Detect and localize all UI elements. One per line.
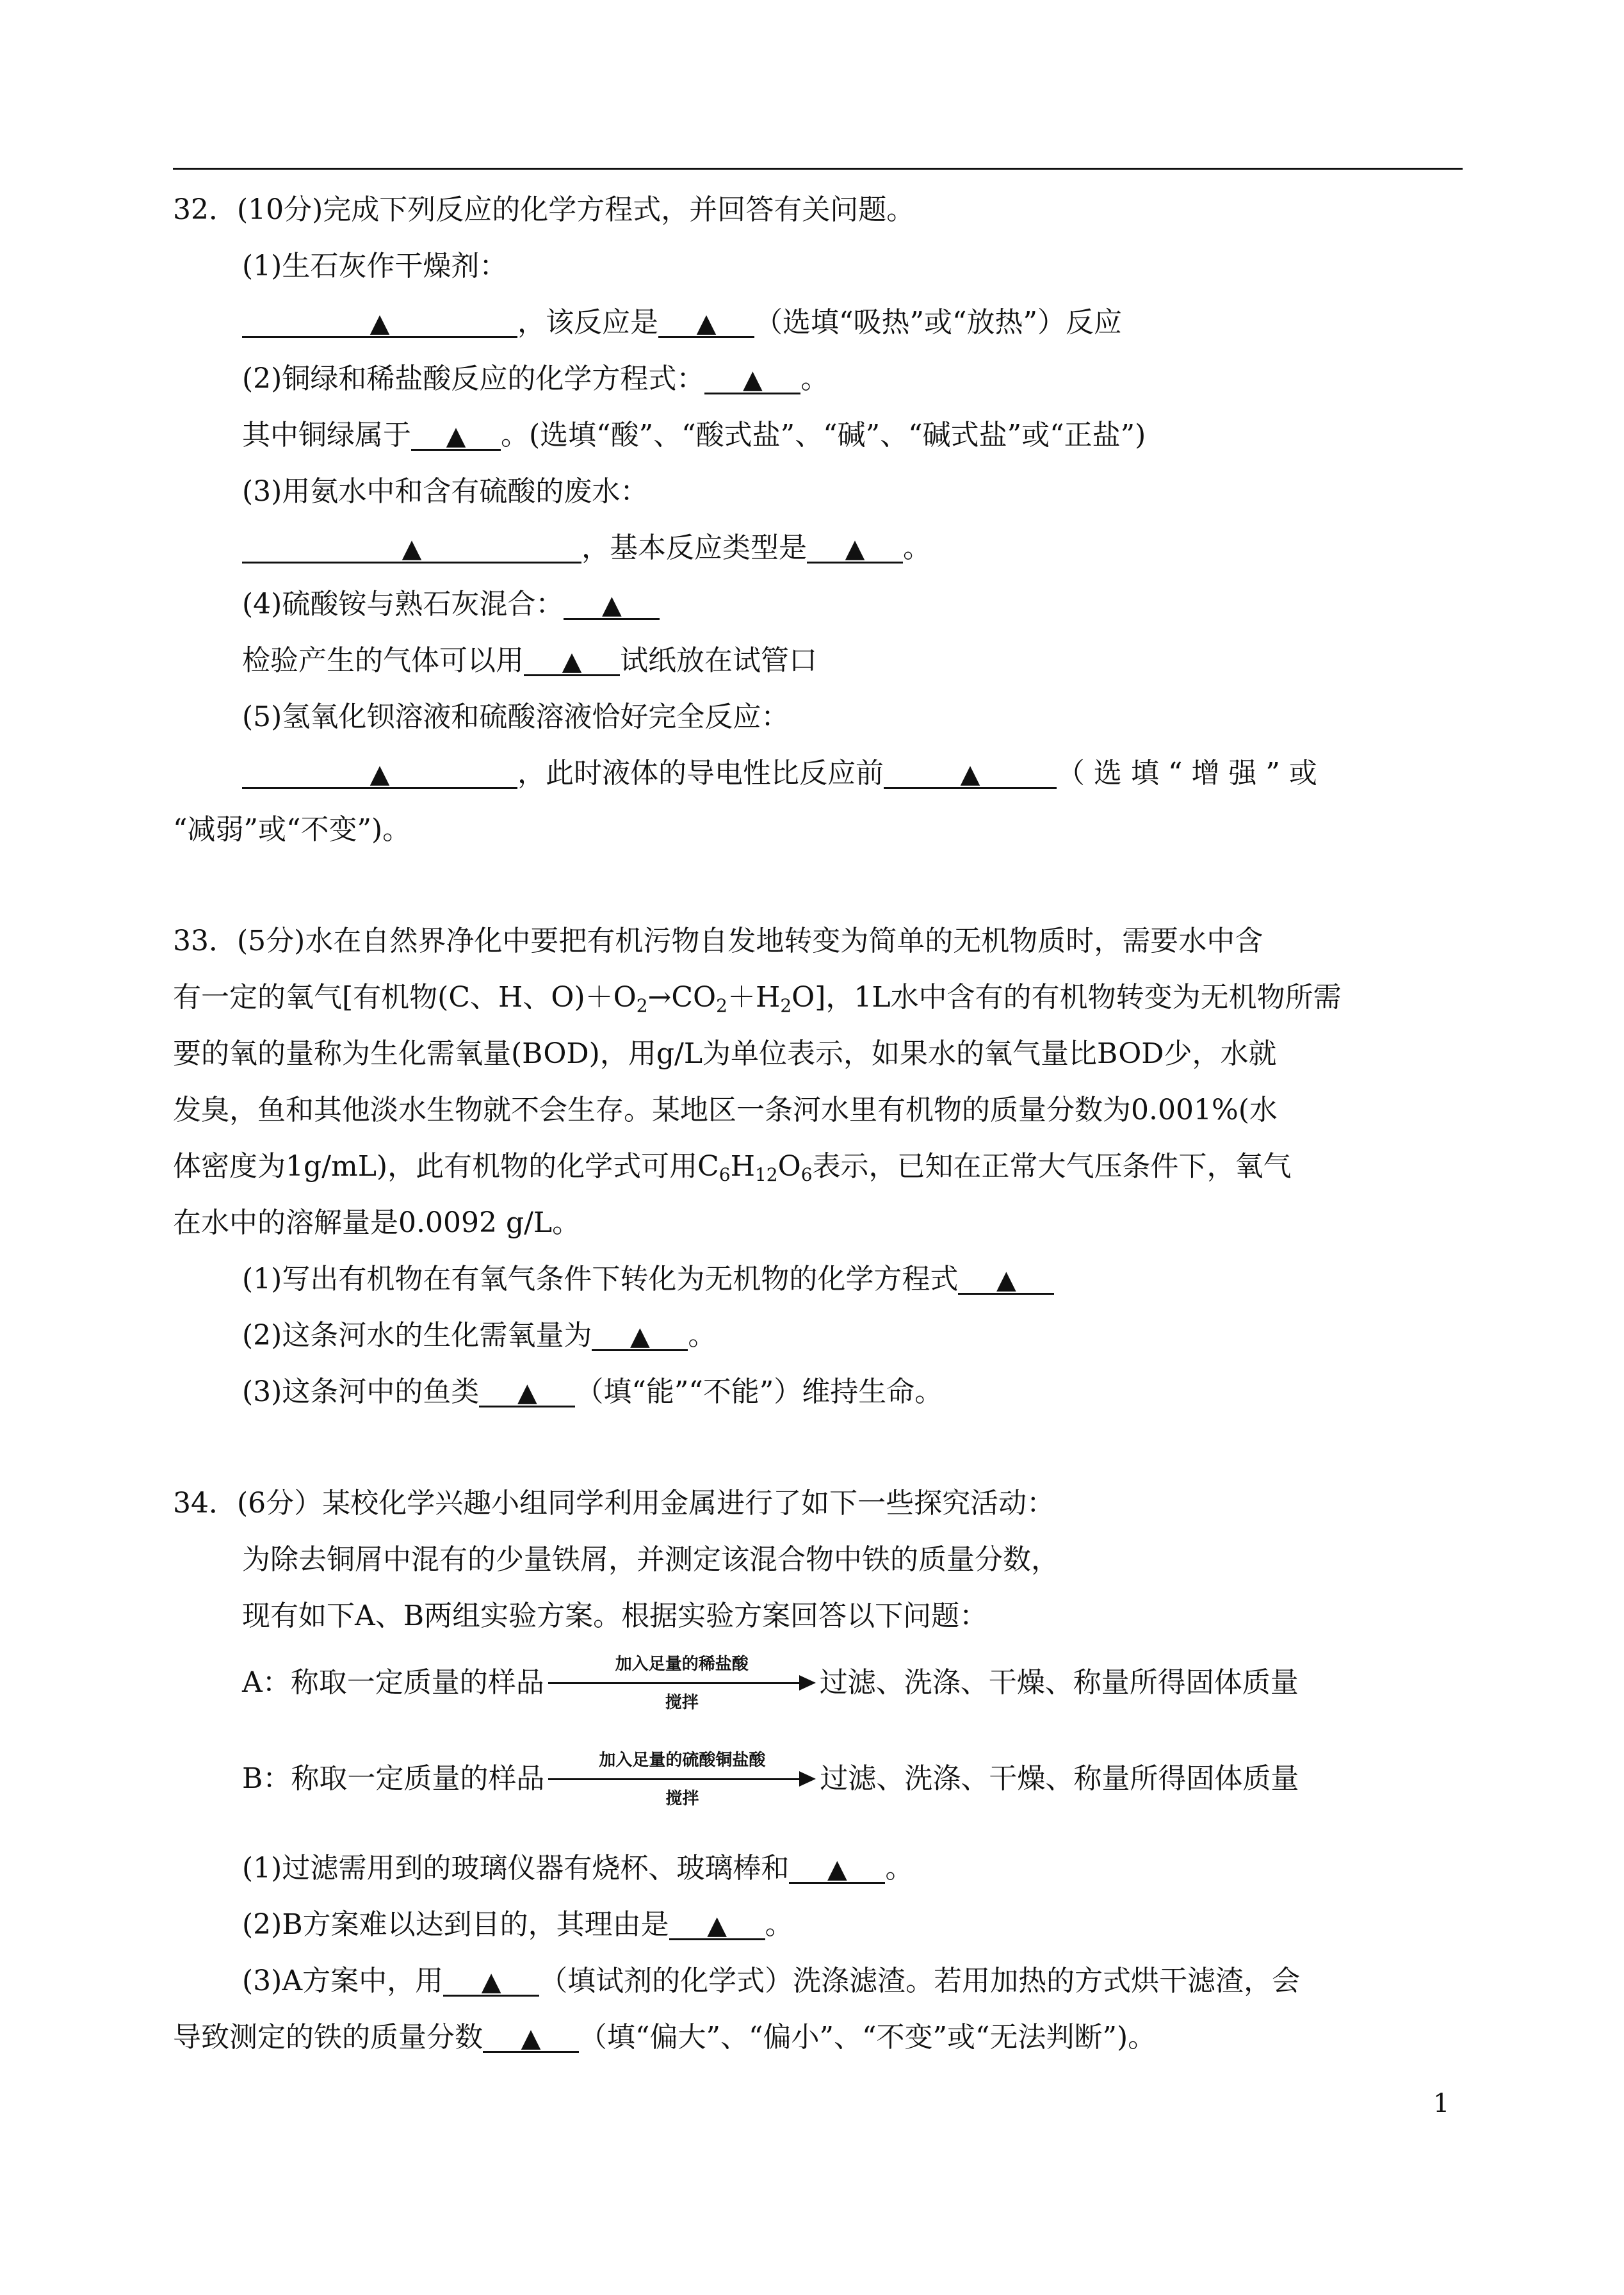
blank-triangle-icon: ▲ (696, 309, 717, 338)
answer-blank[interactable] (564, 587, 660, 620)
q33-p3-text: (3)这条河中的鱼类 (242, 1375, 480, 1408)
q32-head-text: 32．(10分)完成下列反应的化学方程式，并回答有关问题。 (173, 193, 915, 226)
q32-p5-text: (5)氢氧化钡溶液和硫酸溶液恰好完全反应： (242, 701, 790, 733)
q33-line2-d: O]，1L水中含有的有机物转变为无机物所需 (792, 981, 1342, 1014)
q32-p4b-end: 试纸放在试管口 (620, 644, 817, 677)
blank-triangle-icon: ▲ (402, 534, 422, 564)
scheme-a-arrow (544, 1655, 820, 1712)
blank-triangle-icon: ▲ (369, 309, 390, 338)
q32-part1-answer-line (242, 304, 1122, 342)
scheme-b-end: 过滤、洗涤、干燥、称量所得固体质量 (820, 1762, 1299, 1795)
q33-line5-d: 表示，已知在正常大气压条件下，氧气 (812, 1150, 1292, 1183)
q34-intro2-text: 现有如下A、B两组实验方案。根据实验方案回答以下问题： (242, 1600, 988, 1632)
answer-blank[interactable] (789, 1851, 885, 1884)
q34-p3b-end: （填“偏大”、“偏小”、“不变”或“无法判断”)。 (579, 2021, 1157, 2054)
q33-line2-a: 有一定的氧气[有机物(C、H、O)＋O (173, 981, 637, 1014)
q32-part4b (242, 642, 817, 680)
q32-p1-text: (1)生石灰作干燥剂： (242, 250, 508, 282)
q32-part1 (242, 247, 507, 286)
q34-part3 (242, 1962, 1300, 2000)
q32-p2-text: (2)铜绿和稀盐酸反应的化学方程式： (242, 362, 705, 395)
q34-heading (173, 1484, 1055, 1523)
answer-blank[interactable] (411, 418, 501, 451)
blank-triangle-icon: ▲ (481, 1967, 501, 1997)
q32-p1-mid: ，该反应是 (517, 306, 658, 339)
blank-triangle-icon: ▲ (742, 365, 763, 394)
q34-head-text: 34．(6分）某校化学兴趣小组同学利用金属进行了如下一些探究活动： (173, 1487, 1055, 1520)
q34-part2 (242, 1906, 793, 1944)
q32-part5 (242, 698, 789, 736)
q34-intro2 (242, 1597, 987, 1635)
subscript: 2 (780, 995, 792, 1016)
q32-p2-end: 。 (800, 362, 829, 395)
q32-part2b (242, 416, 1146, 455)
q34-intro1 (242, 1541, 1059, 1579)
q33-p1-text: (1)写出有机物在有氧气条件下转化为无机物的化学方程式 (242, 1263, 959, 1295)
q32-p4-text: (4)硫酸铵与熟石灰混合： (242, 588, 564, 620)
q33-line4-text: 发臭，鱼和其他淡水生物就不会生存。某地区一条河水里有机物的质量分数为0.001%(水 (173, 1094, 1278, 1126)
q32-p5-mid: ，此时液体的导电性比反应前 (517, 757, 884, 790)
scheme-b-arrow (544, 1751, 820, 1808)
scheme-a-end: 过滤、洗涤、干燥、称量所得固体质量 (819, 1666, 1299, 1699)
q33-p2-end: 。 (688, 1319, 717, 1352)
answer-blank[interactable] (884, 756, 1057, 789)
scheme-b-start: B：称取一定质量的样品 (242, 1762, 545, 1795)
arrow-head-icon (799, 1675, 816, 1691)
q33-p3-end: （填“能”“不能”）维持生命。 (575, 1375, 943, 1408)
arrow-bottom-label: 搅拌 (665, 1789, 699, 1808)
q34-p1-end: 。 (885, 1852, 914, 1885)
blank-triangle-icon: ▲ (521, 2023, 541, 2053)
q33-line3 (173, 1035, 1277, 1073)
q33-p2-text: (2)这条河水的生化需氧量为 (242, 1319, 592, 1352)
q33-line6 (173, 1204, 580, 1242)
q32-part3-answer-line (242, 529, 931, 567)
q33-part3 (242, 1373, 943, 1411)
q33-line3-text: 要的氧的量称为生化需氧量(BOD)，用g/L为单位表示，如果水的氧气量比BOD少，水就 (173, 1037, 1277, 1070)
answer-blank[interactable] (658, 305, 754, 338)
q33-line2 (173, 978, 1342, 1017)
q33-line6-text: 在水中的溶解量是0.0092 g/L。 (173, 1206, 581, 1239)
blank-triangle-icon: ▲ (707, 1911, 727, 1940)
q32-part3 (242, 473, 648, 511)
answer-blank[interactable] (592, 1318, 688, 1351)
q32-p3-end: 。 (903, 531, 931, 564)
blank-triangle-icon: ▲ (562, 647, 582, 676)
q32-p1-end: （选填“吸热”或“放热”）反应 (754, 306, 1122, 339)
q33-line1-text: 33．(5分)水在自然界净化中要把有机污物自发地转变为简单的无机物质时，需要水中含 (173, 925, 1263, 957)
q34-scheme-b (242, 1751, 1299, 1808)
answer-blank[interactable] (242, 305, 517, 338)
q32-part4 (242, 585, 660, 624)
q32-p5-cont: “减弱”或“不变”)。 (173, 813, 411, 846)
answer-blank[interactable] (479, 1375, 575, 1407)
arrow-bottom-label: 搅拌 (665, 1693, 699, 1712)
subscript: 2 (716, 995, 727, 1016)
header-rule (173, 168, 1463, 170)
q33-line5-c: O (777, 1150, 801, 1183)
q32-p2b-end: 。(选填“酸”、“酸式盐”、“碱”、“碱式盐”或“正盐”) (501, 419, 1146, 451)
q32-p2b-start: 其中铜绿属于 (242, 419, 411, 451)
answer-blank[interactable] (483, 2020, 579, 2053)
q34-part3b (173, 2018, 1156, 2057)
blank-triangle-icon: ▲ (446, 421, 466, 451)
q34-intro1-text: 为除去铜屑中混有的少量铁屑，并测定该混合物中铁的质量分数， (242, 1543, 1059, 1576)
blank-triangle-icon: ▲ (517, 1378, 537, 1407)
q33-line1 (173, 922, 1263, 961)
q34-p2-end: 。 (765, 1908, 793, 1941)
scheme-a-start: A：称取一定质量的样品 (242, 1666, 544, 1699)
blank-triangle-icon: ▲ (996, 1265, 1016, 1295)
q33-part2 (242, 1317, 716, 1355)
subscript: 2 (636, 995, 648, 1016)
q34-p1-text: (1)过滤需用到的玻璃仪器有烧杯、玻璃棒和 (242, 1852, 790, 1885)
q32-p5-end: （ 选 填 “ 增 强 ” 或 (1057, 757, 1317, 790)
q33-part1 (242, 1260, 1054, 1299)
q32-part5-answer-line (242, 754, 1317, 793)
q34-p3-text: (3)A方案中，用 (242, 1965, 444, 1997)
page-number: 1 (1433, 2089, 1450, 2118)
q32-part2 (242, 360, 829, 398)
answer-blank[interactable] (242, 531, 581, 564)
q32-p3-mid: ，基本反应类型是 (581, 531, 807, 564)
q32-heading (173, 191, 914, 229)
arrow-top-label: 加入足量的稀盐酸 (615, 1655, 749, 1674)
subscript: 6 (800, 1164, 813, 1185)
q33-line2-c: ＋H (727, 981, 781, 1014)
q34-p3b-start: 导致测定的铁的质量分数 (173, 2021, 483, 2054)
q34-p2-text: (2)B方案难以达到目的，其理由是 (242, 1908, 669, 1941)
q34-scheme-a (242, 1655, 1299, 1712)
q32-p3-text: (3)用氨水中和含有硫酸的废水： (242, 475, 649, 508)
answer-blank[interactable] (704, 362, 800, 394)
arrow-top-label: 加入足量的硫酸铜盐酸 (599, 1751, 766, 1770)
blank-triangle-icon: ▲ (629, 1322, 650, 1351)
q33-line4 (173, 1091, 1278, 1130)
blank-triangle-icon: ▲ (827, 1854, 847, 1884)
answer-blank[interactable] (443, 1964, 539, 1997)
blank-triangle-icon: ▲ (601, 590, 622, 620)
blank-triangle-icon: ▲ (845, 534, 865, 564)
q33-line5 (173, 1148, 1292, 1186)
q33-line5-b: H (730, 1150, 755, 1183)
arrow-shaft (548, 1778, 804, 1780)
q33-line2-b: →CO (647, 981, 717, 1014)
q32-p4b-start: 检验产生的气体可以用 (242, 644, 524, 677)
answer-blank[interactable] (807, 531, 903, 564)
q33-line5-a: 体密度为1g/mL)，此有机物的化学式可用C (173, 1150, 719, 1183)
answer-blank[interactable] (958, 1262, 1054, 1295)
subscript: 12 (754, 1164, 778, 1185)
answer-blank[interactable] (669, 1908, 765, 1940)
blank-triangle-icon: ▲ (960, 759, 980, 789)
subscript: 6 (719, 1164, 731, 1185)
blank-triangle-icon: ▲ (369, 759, 390, 789)
q34-p3-mid: （填试剂的化学式）洗涤滤渣。若用加热的方式烘干滤渣，会 (539, 1965, 1301, 1997)
arrow-head-icon (799, 1771, 816, 1787)
answer-blank[interactable] (242, 756, 517, 789)
arrow-shaft (548, 1682, 804, 1684)
q34-part1 (242, 1849, 913, 1888)
answer-blank[interactable] (524, 644, 620, 676)
q32-part5-continued (173, 811, 410, 849)
